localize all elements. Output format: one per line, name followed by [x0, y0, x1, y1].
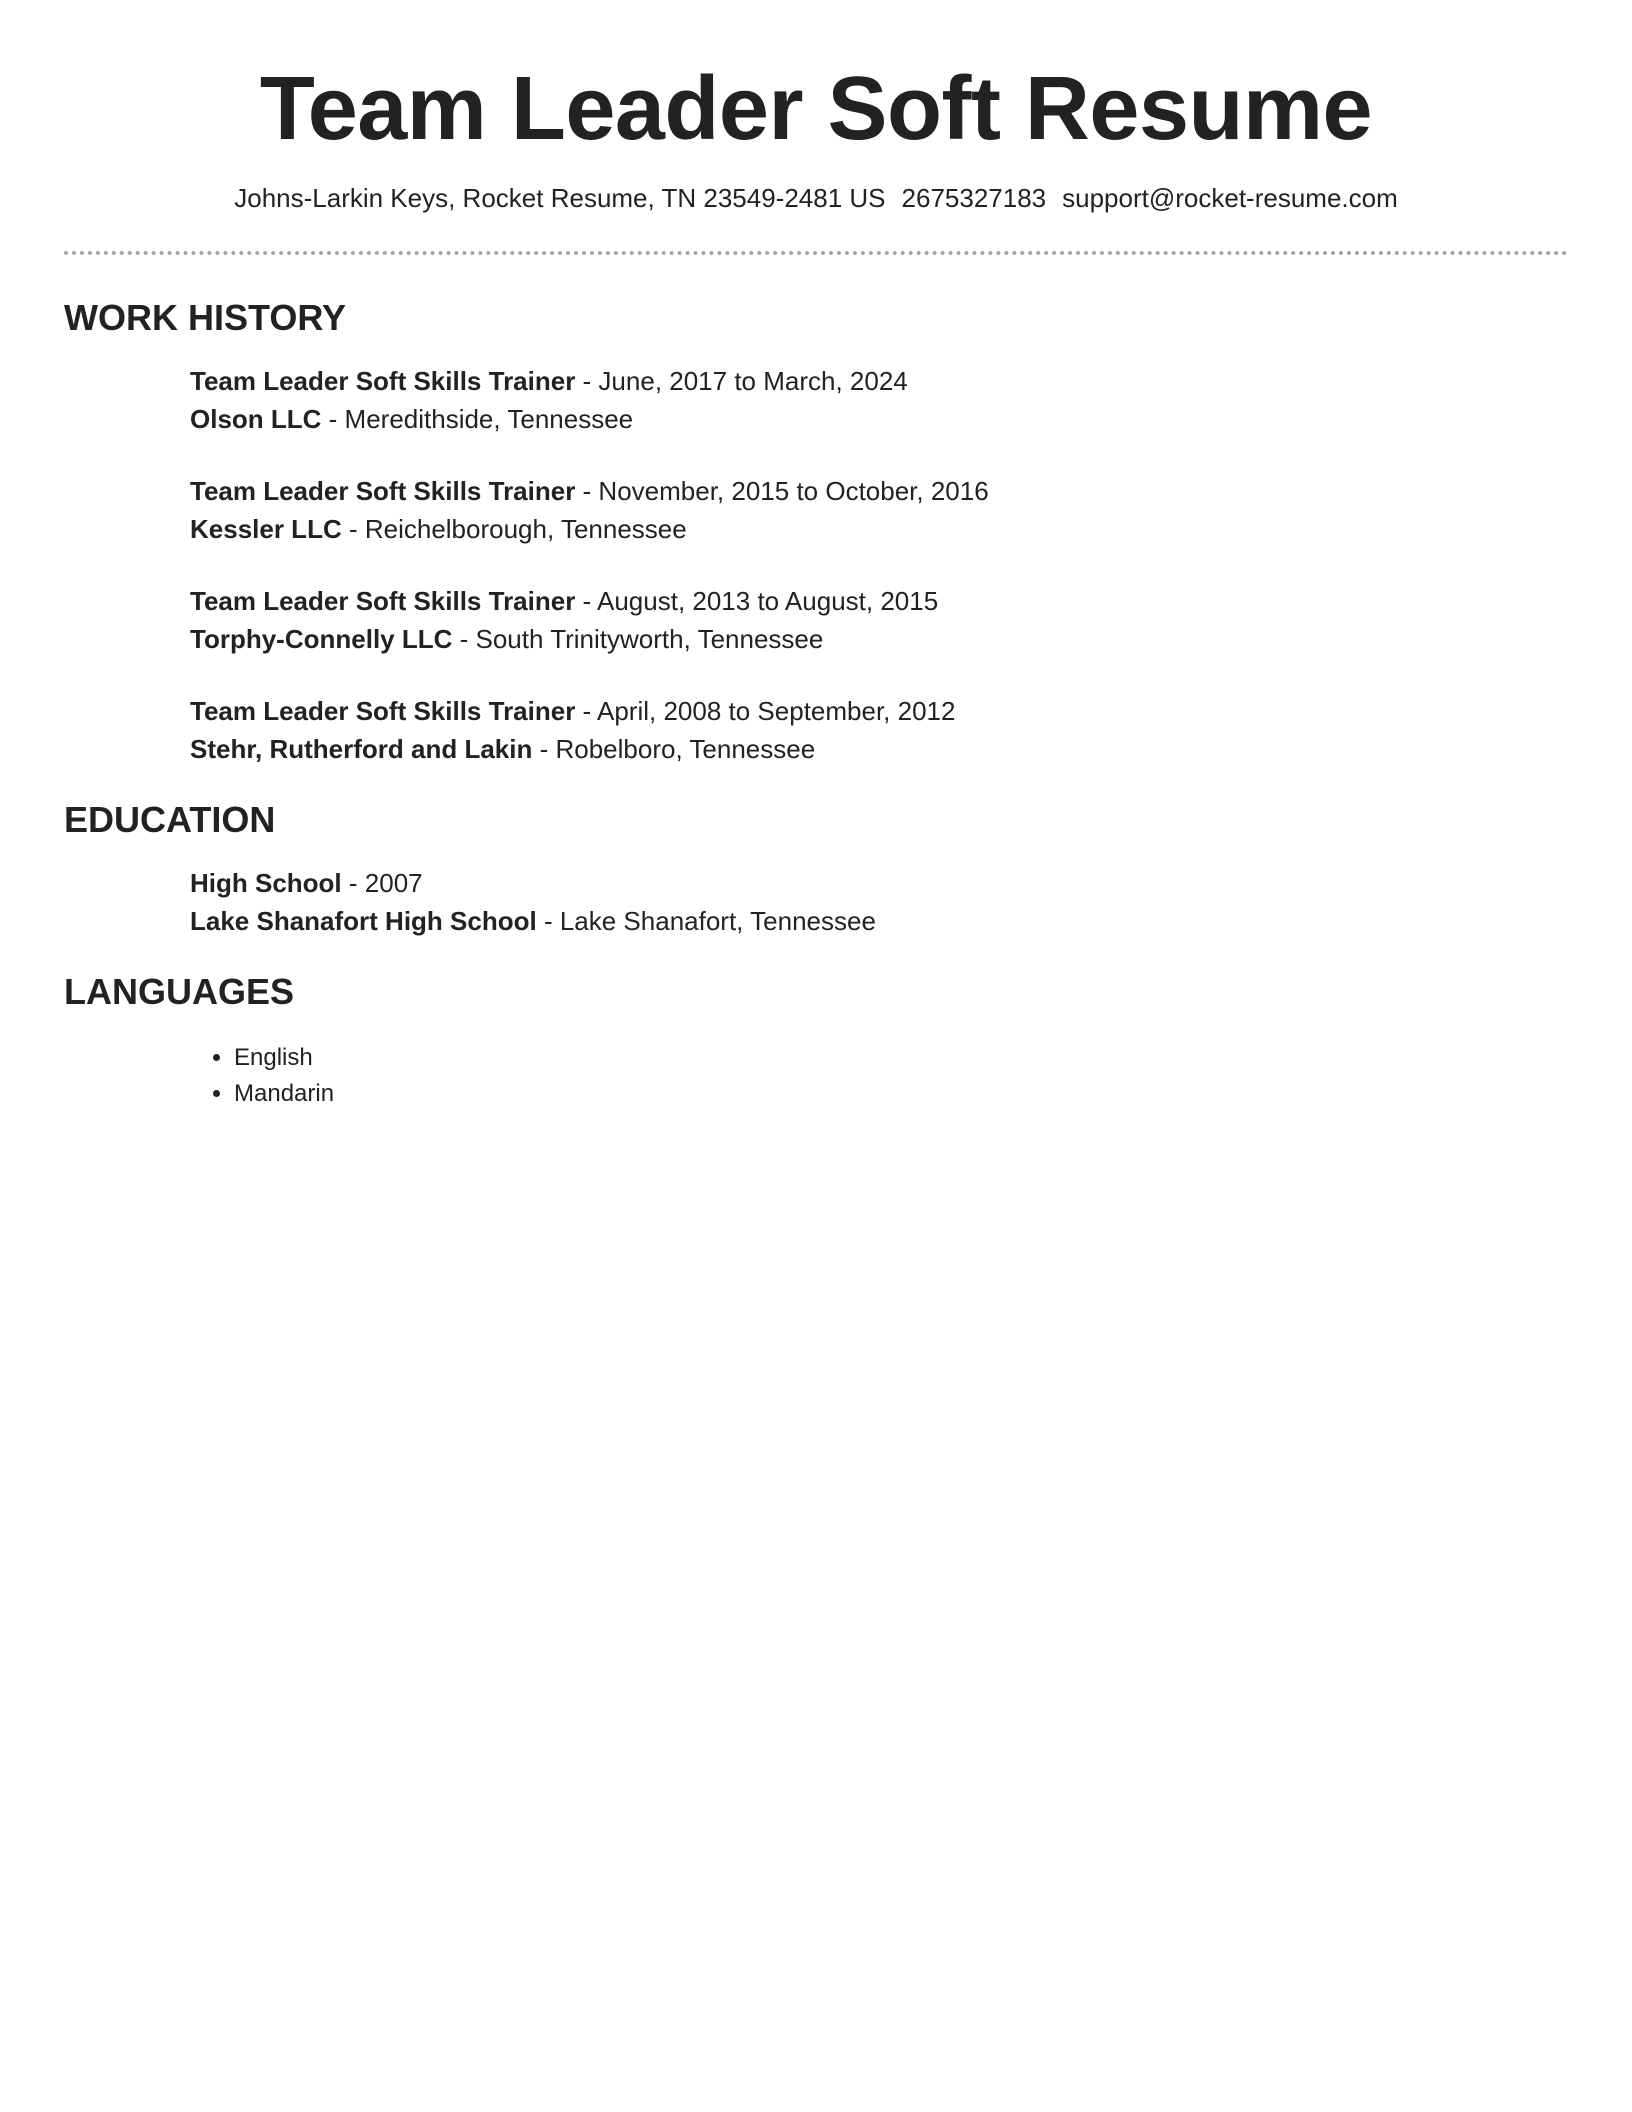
job-title-line — [190, 583, 938, 619]
job-company-line — [190, 401, 633, 437]
contact-address: Johns-Larkin Keys, Rocket Resume, TN 23549-2481 US — [234, 183, 886, 213]
job-company: Torphy-Connelly LLC — [190, 624, 453, 654]
job-company: Olson LLC — [190, 404, 322, 434]
education-degree-line — [190, 865, 423, 901]
education-heading: EDUCATION — [64, 799, 276, 840]
languages-heading: LANGUAGES — [64, 971, 295, 1012]
job-location: - Meredithside, Tennessee — [321, 404, 634, 434]
job-title: Team Leader Soft Skills Trainer — [190, 366, 576, 396]
education-degree: High School — [190, 868, 342, 898]
job-dates: - April, 2008 to September, 2012 — [575, 696, 956, 726]
job-company-line — [190, 731, 815, 767]
education-location: - Lake Shanafort, Tennessee — [536, 906, 876, 936]
job-dates: - June, 2017 to March, 2024 — [575, 366, 908, 396]
job-title: Team Leader Soft Skills Trainer — [190, 586, 576, 616]
job-dates: - August, 2013 to August, 2015 — [575, 586, 939, 616]
contact-line — [0, 180, 1632, 216]
job-location: - Reichelborough, Tennessee — [341, 514, 687, 544]
work-history-heading: WORK HISTORY — [64, 297, 347, 338]
job-company: Stehr, Rutherford and Lakin — [190, 734, 533, 764]
job-dates: - November, 2015 to October, 2016 — [575, 476, 989, 506]
job-company-line — [190, 621, 823, 657]
header-divider — [64, 251, 1568, 255]
languages-list — [190, 1040, 334, 1112]
language-item: • English — [234, 1040, 334, 1076]
resume-title: Team Leader Soft Resume — [259, 59, 1373, 159]
education-school: Lake Shanafort High School — [190, 906, 537, 936]
job-location: - South Trinityworth, Tennessee — [452, 624, 824, 654]
job-location: - Robelboro, Tennessee — [532, 734, 816, 764]
education-year: - 2007 — [341, 868, 423, 898]
job-title-line — [190, 693, 955, 729]
job-title: Team Leader Soft Skills Trainer — [190, 476, 576, 506]
job-title: Team Leader Soft Skills Trainer — [190, 696, 576, 726]
job-company-line — [190, 511, 687, 547]
contact-phone: 2675327183 — [901, 183, 1047, 213]
education-school-line — [190, 903, 876, 939]
job-title-line — [190, 473, 989, 509]
job-company: Kessler LLC — [190, 514, 342, 544]
language-item: • Mandarin — [234, 1076, 334, 1112]
contact-email[interactable]: support@rocket-resume.com — [1062, 183, 1398, 213]
job-title-line — [190, 363, 908, 399]
